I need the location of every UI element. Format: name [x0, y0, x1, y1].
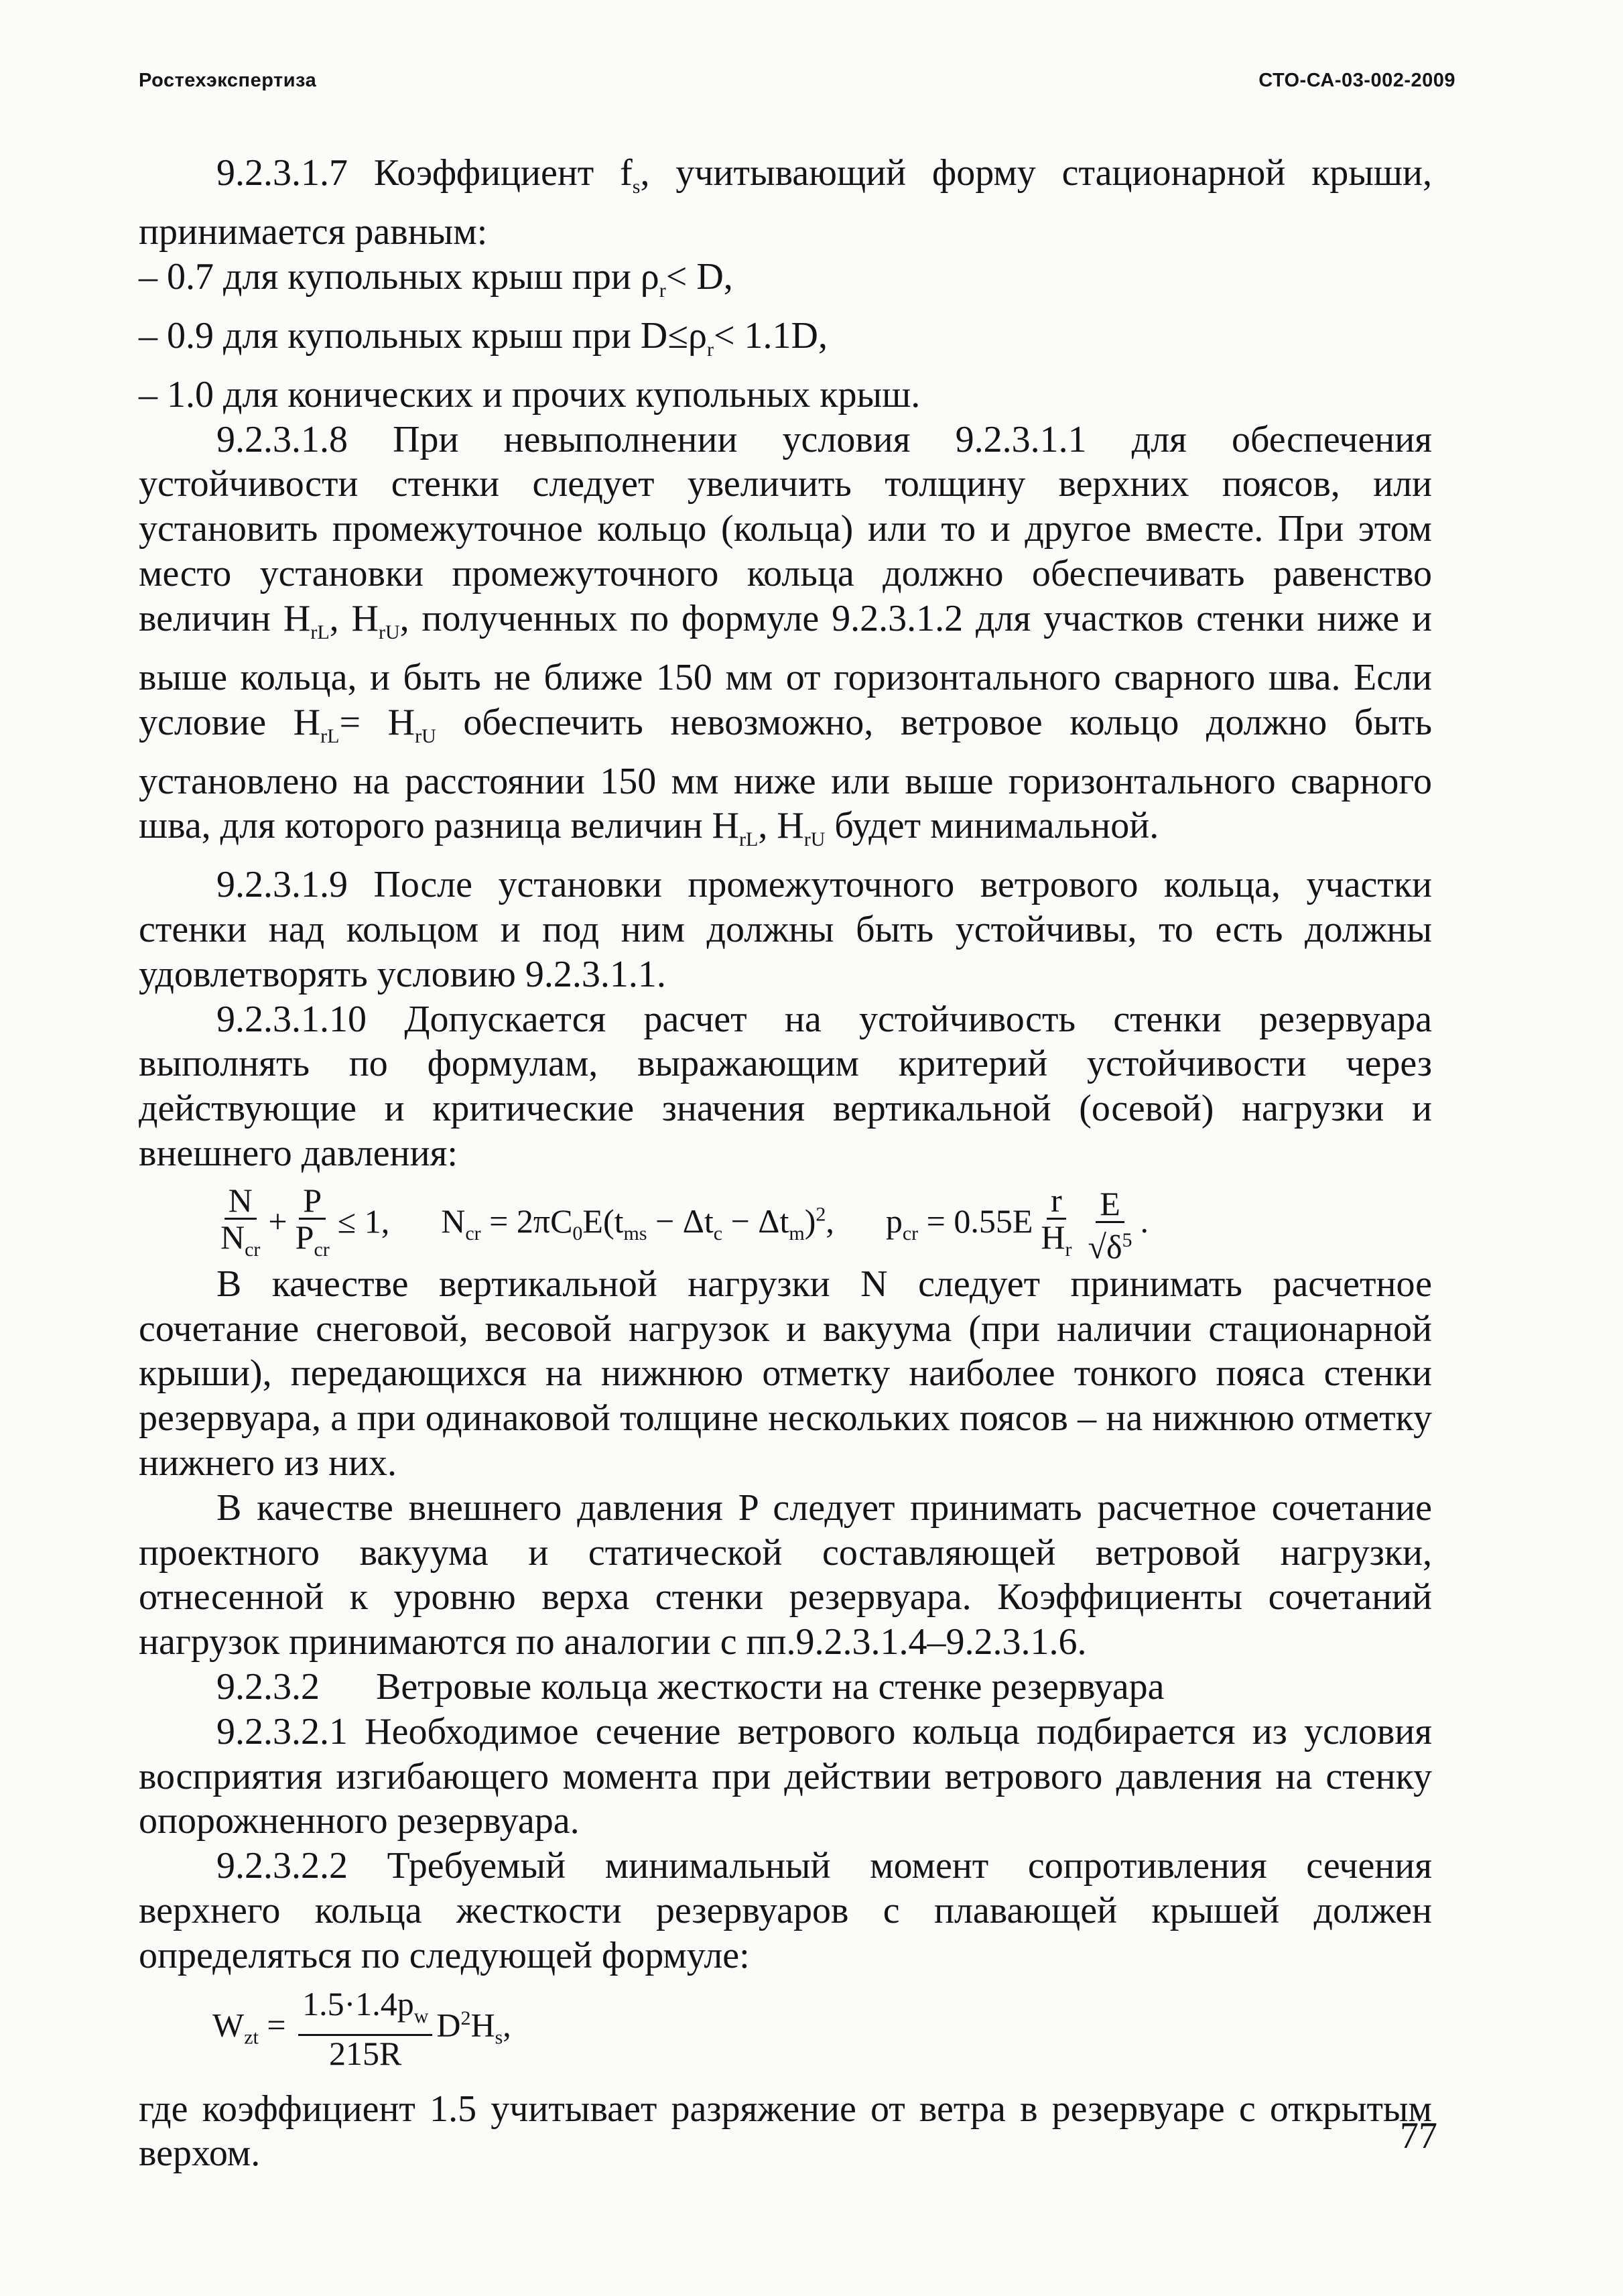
list-item: – 0.7 для купольных крыш при $\rho_r< D$,	[139, 255, 733, 302]
fraction-n-ncr: $\frac{N}{N_{cr}}$	[220, 1181, 261, 1261]
list-item: – 1.0 для конических и прочих купольных крыш.	[139, 373, 921, 416]
paragraph-9-2-3-2-2: 9.2.3.2.2 Требуемый минимальный момент сопротивления сечения верхнего кольца жесткости резервуаров с плавающей крышей должен определяться по следующей формуле:	[139, 1845, 1432, 1976]
paragraph-vertical-load: В качестве вертикальной нагрузки N следует принимать расчетное сочетание снеговой, весовой нагрузок и вакуума (при наличии стационарной крыши), передающихся на нижнюю отметку наиболее тонкого пояса стенки резервуара, а при одинаковой толщине нескольких поясов – на нижнюю отметку нижнего из них.	[139, 1263, 1432, 1484]
paragraph-9-2-3-2-1: 9.2.3.2.1 Необходимое сечение ветрового кольца подбирается из условия восприятия изгибающего момента при действии ветрового давления на стенку опорожненного резервуара.	[139, 1710, 1432, 1842]
paragraph-coefficient-note: где коэффициент 1.5 учитывает разряжение от ветра в резервуаре с открытым верхом.	[139, 2088, 1432, 2175]
paragraph-external-pressure: В качестве внешнего давления P следует принимать расчетное сочетание проектного вакуума и статической составляющей ветровой нагрузки, отнесенной к уровню верха стенки резервуара. Коэффициенты сочетаний нагрузок принимаются по аналогии с пп.9.2.3.1.4–9.2.3.1.6.	[139, 1486, 1432, 1663]
pcr-formula: $p_{cr} = 0.55E$ $\frac{r}{H_r}$ $\frac{E}{√\delta^5}$ .	[885, 1181, 1149, 1266]
section-heading-9-2-3-2: 9.2.3.2 Ветровые кольца жесткости на стенке резервуара	[216, 1666, 1165, 1708]
paragraph-9-2-3-1-8: 9.2.3.1.8 При невыполнении условия 9.2.3.1.1 для обеспечения устойчивости стенки следует увеличить толщину верхних поясов, или установить промежуточное кольцо (кольца) или то и другое вместе. При этом место установки промежуточного кольца должно обеспечивать равенство величин $H_{rL}$, $H_{rU}$, полученных по формуле 9.2.3.1.2 для участков стенки ниже и выше кольца, и быть не ближе 150 мм от горизонтального сварного шва. Если условие $H_{rL}= H_{rU}$ обеспечить невозможно, ветровое кольцо должно быть установлено на расстоянии 150 мм ниже или выше горизонтального сварного шва, для которого разница величин $H_{rL}$, $H_{rU}$ будет минимальной.	[139, 418, 1433, 851]
body-text	[139, 151, 1432, 2176]
header-organization: Ростехэкспертиза	[139, 70, 317, 91]
stability-formula: $\frac{N}{N_{cr}}$ + $\frac{P}{P_{cr}}$ ≤ 1, $N_{cr} = 2\pi C_0E(t_{ms} - \Delta t_c - \Delta t_m)^2$, $p_{cr} = 0.55E$ $\frac{r}{H_r}$ $\frac{E}{√\delta^5}$ .	[139, 1176, 1432, 1262]
paragraph-9-2-3-1-7: 9.2.3.1.7 Коэффициент $f_s$, учитывающий форму стационарной крыши, принимается равным:	[139, 152, 1433, 253]
header-document-code: СТО-СА-03-002-2009	[1258, 70, 1455, 91]
list-item: – 0.9 для купольных крыш при $D\le\rho_r< 1.1D$,	[139, 314, 828, 361]
fraction-p-pcr: $\frac{P}{P_{cr}}$	[295, 1181, 330, 1261]
paragraph-9-2-3-1-9: 9.2.3.1.9 После установки промежуточного ветрового кольца, участки стенки над кольцом и под ним должны быть устойчивы, то есть должны удовлетворять условию 9.2.3.1.1.	[139, 864, 1432, 995]
section-modulus-formula: $W_{zt}$ = $\frac{1.5\cdot 1.4p_w}{215R}$ $D^2H_s$,	[212, 1984, 511, 2072]
paragraph-9-2-3-1-10: 9.2.3.1.10 Допускается расчет на устойчивость стенки резервуара выполнять по формулам, выражающим критерий устойчивости через действующие и критические значения вертикальной (осевой) нагрузки и внешнего давления:	[139, 998, 1432, 1175]
page-number: 77	[1400, 2115, 1437, 2157]
ncr-formula: $N_{cr} = 2\pi C_0E(t_{ms} - \Delta t_c - \Delta t_m)^2$,	[441, 1202, 834, 1245]
page-header	[139, 70, 1455, 97]
fraction-modulus: $\frac{1.5\cdot 1.4p_w}{215R}$	[298, 1986, 432, 2071]
